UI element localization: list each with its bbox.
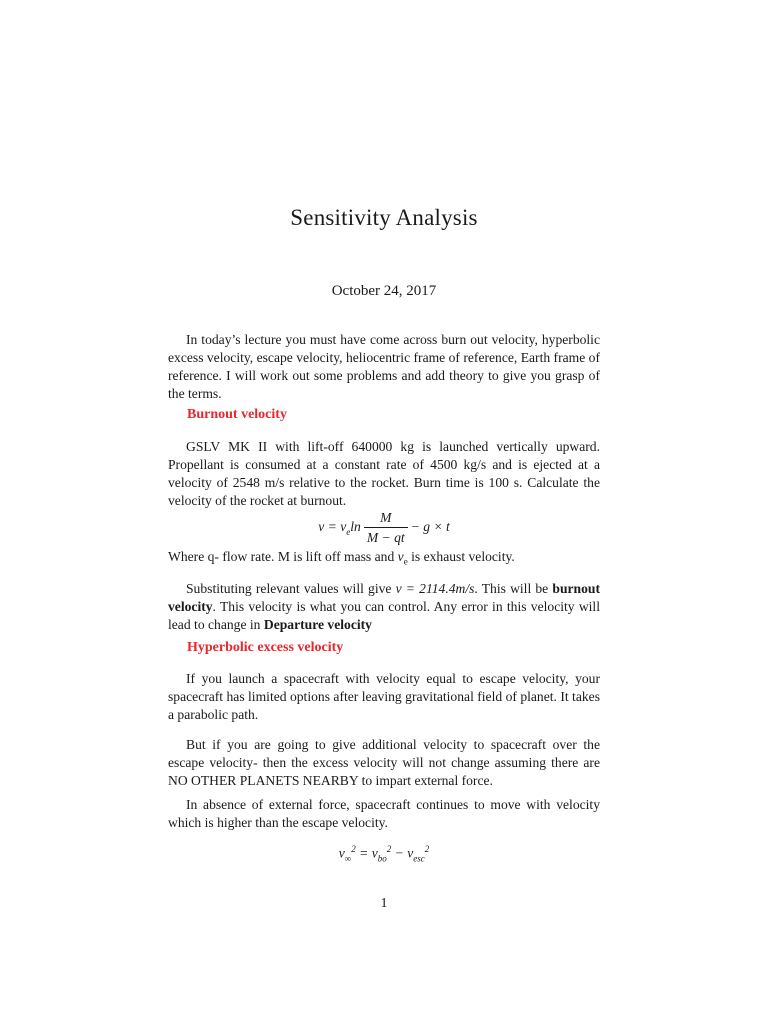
eq2-minus: − v — [391, 845, 414, 861]
subst-value: v = 2114.4m/s — [395, 581, 475, 596]
eq2-equals: = v — [355, 845, 378, 861]
eq-numerator: M — [364, 510, 408, 528]
burnout-equation — [168, 510, 600, 546]
subst-bold-burnout: burnout velocity — [168, 581, 600, 614]
subst-mid: . This will be — [474, 581, 553, 596]
document-title: Sensitivity Analysis — [290, 205, 478, 230]
eq-denominator: M − qt — [366, 530, 405, 545]
eq2-sub-esc: esc — [413, 853, 425, 864]
subst-start: Substituting relevant values will give — [186, 581, 396, 596]
eq2-exp-2: 2 — [386, 844, 392, 854]
hyperbolic-paragraph-1: If you launch a spacecraft with velocity equal to escape velocity, your spacecraft has limited options after leaving gravitational field of planet. It takes a parabolic path. — [168, 671, 600, 722]
eq-fraction — [364, 510, 408, 546]
where-var: v — [397, 549, 404, 564]
where-paragraph — [168, 548, 600, 571]
document-date: October 24, 2017 — [331, 283, 437, 299]
eq2-sub-bo: bo — [377, 853, 387, 864]
eq2-exp-3: 2 — [424, 844, 430, 854]
hyperbolic-paragraph-3: In absence of external force, spacecraft continues to move with velocity which is higher than the escape velocity. — [168, 797, 600, 830]
subst-bold-departure: Departure velocity — [263, 617, 372, 632]
hyperbolic-paragraph-2: But if you are going to give additional velocity to spacecraft over the escape velocity- then the excess velocity will not change assuming there are NO OTHER PLANETS NEARBY to impart external force. — [168, 737, 600, 788]
excess-velocity-equation — [168, 844, 600, 863]
substitution-paragraph — [168, 580, 600, 634]
eq-lhs: v = v — [318, 519, 347, 535]
problem-paragraph: GSLV MK II with lift-off 640000 kg is launched vertically upward. Propellant is consumed at a constant rate of 4500 kg/s and is ejected at a velocity of 2548 m/s relative to the rocket. Burn time is 100 s. Calculate the velocity of the rocket at burnout. — [168, 439, 600, 508]
page-number: 1 — [380, 896, 388, 911]
intro-paragraph: In today’s lecture you must have come across burn out velocity, hyperbolic excess velocity, escape velocity, heliocentric frame of reference, Earth frame of reference. I will work out some problems and add theory to give you grasp of the terms. — [168, 332, 600, 401]
where-end: is exhaust velocity. — [407, 549, 515, 564]
eq2-exp-1: 2 — [351, 844, 356, 854]
where-sub: e — [403, 556, 408, 567]
eq2-v1: v — [338, 845, 345, 861]
eq2-sub-inf: ∞ — [344, 853, 352, 864]
section-heading-hyperbolic: Hyperbolic excess velocity — [187, 640, 344, 655]
eq-ln: ln — [350, 519, 361, 535]
section-heading-burnout: Burnout velocity — [187, 407, 287, 422]
eq-rhs: − g × t — [410, 519, 450, 535]
eq-sub-e: e — [346, 526, 351, 537]
where-start: Where q- flow rate. M is lift off mass and — [168, 549, 398, 564]
subst-mid2: . This velocity is what you can control. Any error in this velocity will lead to change in — [168, 599, 600, 632]
